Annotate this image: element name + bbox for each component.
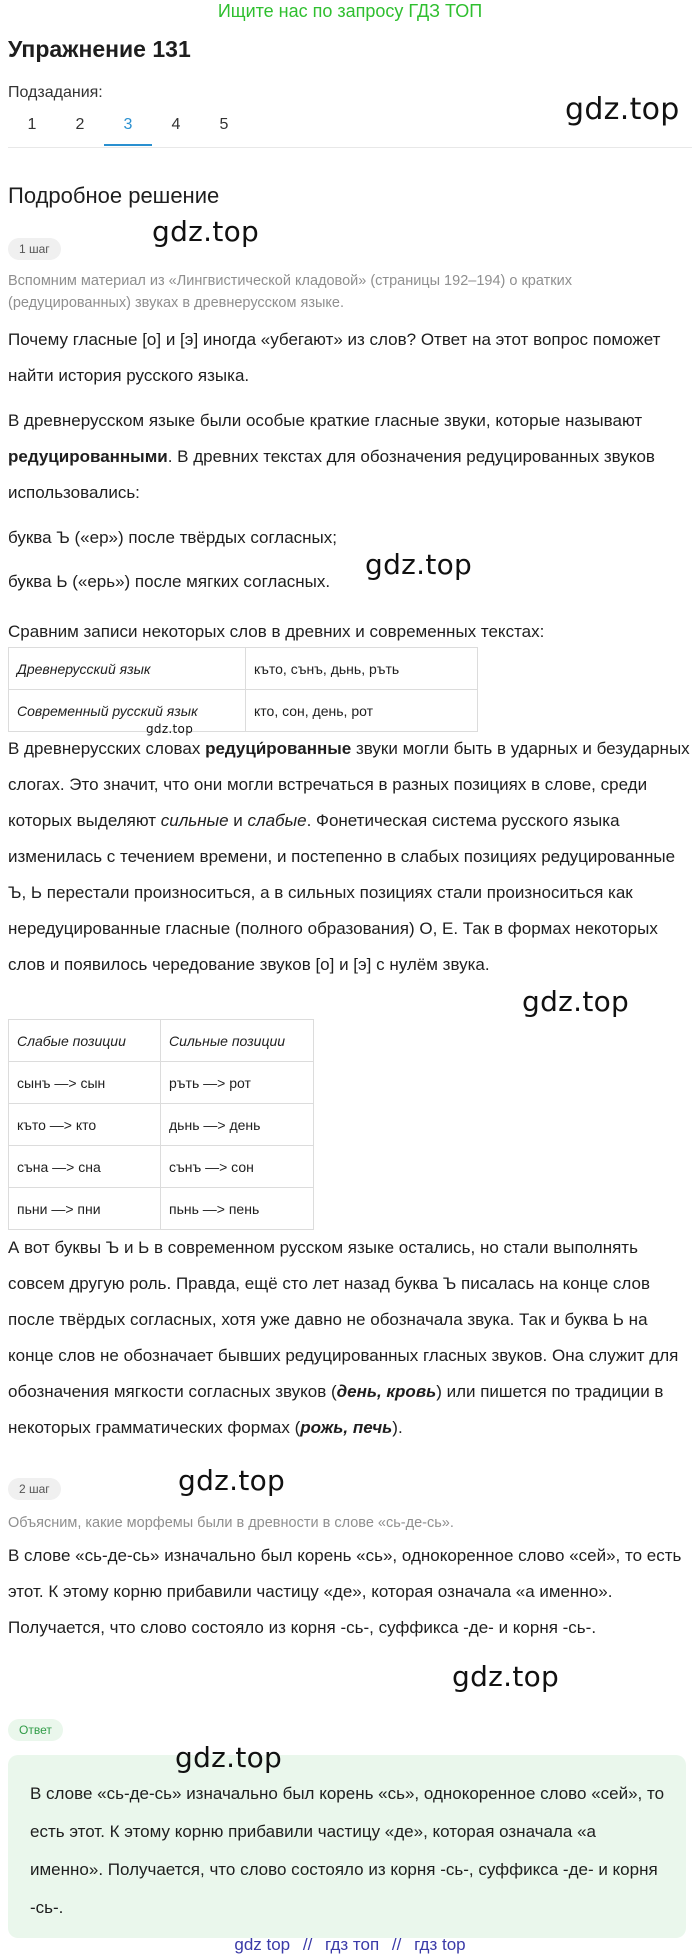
footer-links: [0, 1935, 700, 1955]
step-intro: Объясним, какие морфемы были в древности в слове «сь-де-сь».: [8, 1515, 454, 1531]
table-cell: дьнь —> день: [161, 1104, 314, 1146]
table-row: [9, 1020, 314, 1062]
tab-subtask-3[interactable]: 3: [104, 112, 152, 146]
table-row: [9, 648, 478, 690]
subtask-tabs: [8, 112, 248, 146]
table-row: [9, 690, 478, 732]
footer-link[interactable]: gdz top: [234, 1935, 291, 1954]
answer-text: В слове «сь-де-сь» изначально был корень «сь», однокоренное слово «сей», то есть этот. К этому корню прибавили частицу «де», которая означала «а именно». Получается, что слово состояло из корня -сь-, суффикса -де- и корня -сь-.: [30, 1784, 665, 1917]
paragraph: В слове «сь-де-сь» изначально был корень «сь», однокоренное слово «сей», то есть этот. К этому корню прибавили частицу «де», которая означала «а именно». Получается, что слово состояло из корня -сь-, суффикса -де- и корня -сь-.: [8, 1546, 682, 1637]
watermark: gdz.top: [152, 215, 260, 248]
table-cell: къто, сънъ, дьнь, ръть: [246, 648, 478, 690]
page-title: Упражнение 131: [8, 36, 191, 62]
table-cell: къто —> кто: [9, 1104, 161, 1146]
table-cell: сынъ —> сын: [9, 1062, 161, 1104]
table-cell: ръть —> рот: [161, 1062, 314, 1104]
tab-subtask-1[interactable]: 1: [27, 116, 37, 133]
table-header: Сильные позиции: [161, 1020, 314, 1062]
table-header: Слабые позиции: [9, 1020, 161, 1062]
table-cell: пьнь —> пень: [161, 1188, 314, 1230]
table-cell: пьни —> пни: [9, 1188, 161, 1230]
table-cell: Современный русский язык: [9, 690, 246, 732]
tab-subtask-2[interactable]: 2: [75, 116, 85, 133]
table-cell: съна —> сна: [9, 1146, 161, 1188]
paragraph: А вот буквы Ъ и Ь в современном русском языке остались, но стали выполнять совсем другую роль. Правда, ещё сто лет назад буква Ъ писалась на конце слов после твёрдых согласных, хотя уже давно не обозначала звука. Так и буква Ь на конце слов не обозначает бывших редуцированных гласных звуков. Она служит для обозначения мягкости согласных звуков (день, кровь) или пишется по традиции в некоторых грамматических формах (рожь, печь).: [8, 1238, 679, 1437]
table-row: [9, 1062, 314, 1104]
table-row: [9, 1104, 314, 1146]
paragraph: В древнерусских словах редуци́рованные звуки могли быть в ударных и безударных слогах. Это значит, что они могли встречаться в разных позициях в слове, среди которых выделяют сильные и слабые. Фонетическая система русского языка изменилась с течением времени, и постепенно в слабых позициях редуцированные Ъ, Ь перестали произноситься, а в сильных позициях стали произноситься как нередуцированные гласные (полного образования) О, Е. Так в формах некоторых слов и появилось чередование звуков [о] и [э] с нулём звука.: [8, 739, 690, 974]
comparison-table: [8, 647, 478, 732]
watermark: gdz.top: [178, 1464, 286, 1497]
step-badge: 2 шаг: [8, 1478, 61, 1500]
bold-term: редуцированными: [8, 447, 168, 466]
table-row: [9, 1146, 314, 1188]
divider: [8, 147, 692, 148]
footer-link[interactable]: гдз top: [414, 1935, 466, 1954]
step-intro: Вспомним материал из «Лингвистической кладовой» (страницы 192–194) о кратких (редуцированных) звуках в древнерусском языке.: [8, 273, 572, 311]
paragraph: буква Ь («ерь») после мягких согласных.: [8, 572, 331, 591]
paragraph: Сравним записи некоторых слов в древних и современных текстах:: [8, 622, 545, 641]
subtasks-label: Подзадания:: [8, 84, 103, 101]
watermark: gdz.top: [175, 1741, 283, 1774]
table-row: [9, 1188, 314, 1230]
paragraph: буква Ъ («ер») после твёрдых согласных;: [8, 528, 337, 547]
table-cell: сънъ —> сон: [161, 1146, 314, 1188]
footer-separator: //: [391, 1935, 402, 1954]
step-badge: 1 шаг: [8, 238, 61, 260]
tab-subtask-4[interactable]: 4: [171, 116, 181, 133]
table-cell: Древнерусский язык: [9, 648, 246, 690]
tab-subtask-5[interactable]: 5: [219, 116, 229, 133]
footer-separator: //: [302, 1935, 313, 1954]
positions-table: [8, 1019, 314, 1230]
watermark: gdz.top: [146, 722, 194, 736]
table-cell: кто, сон, день, рот: [246, 690, 478, 732]
top-banner[interactable]: Ищите нас по запросу ГДЗ ТОП: [217, 1, 483, 21]
watermark: gdz.top: [565, 92, 680, 127]
watermark: gdz.top: [522, 985, 630, 1018]
paragraph: Почему гласные [о] и [э] иногда «убегают» из слов? Ответ на этот вопрос поможет найти история русского языка.: [8, 330, 661, 385]
watermark: gdz.top: [365, 548, 473, 581]
footer-link[interactable]: гдз топ: [325, 1935, 380, 1954]
answer-badge: Ответ: [8, 1719, 63, 1741]
watermark: gdz.top: [452, 1660, 560, 1693]
paragraph: В древнерусском языке были особые краткие гласные звуки, которые называют редуцированными. В древних текстах для обозначения редуцированных звуков использовались:: [8, 411, 655, 502]
section-title: Подробное решение: [8, 183, 220, 208]
